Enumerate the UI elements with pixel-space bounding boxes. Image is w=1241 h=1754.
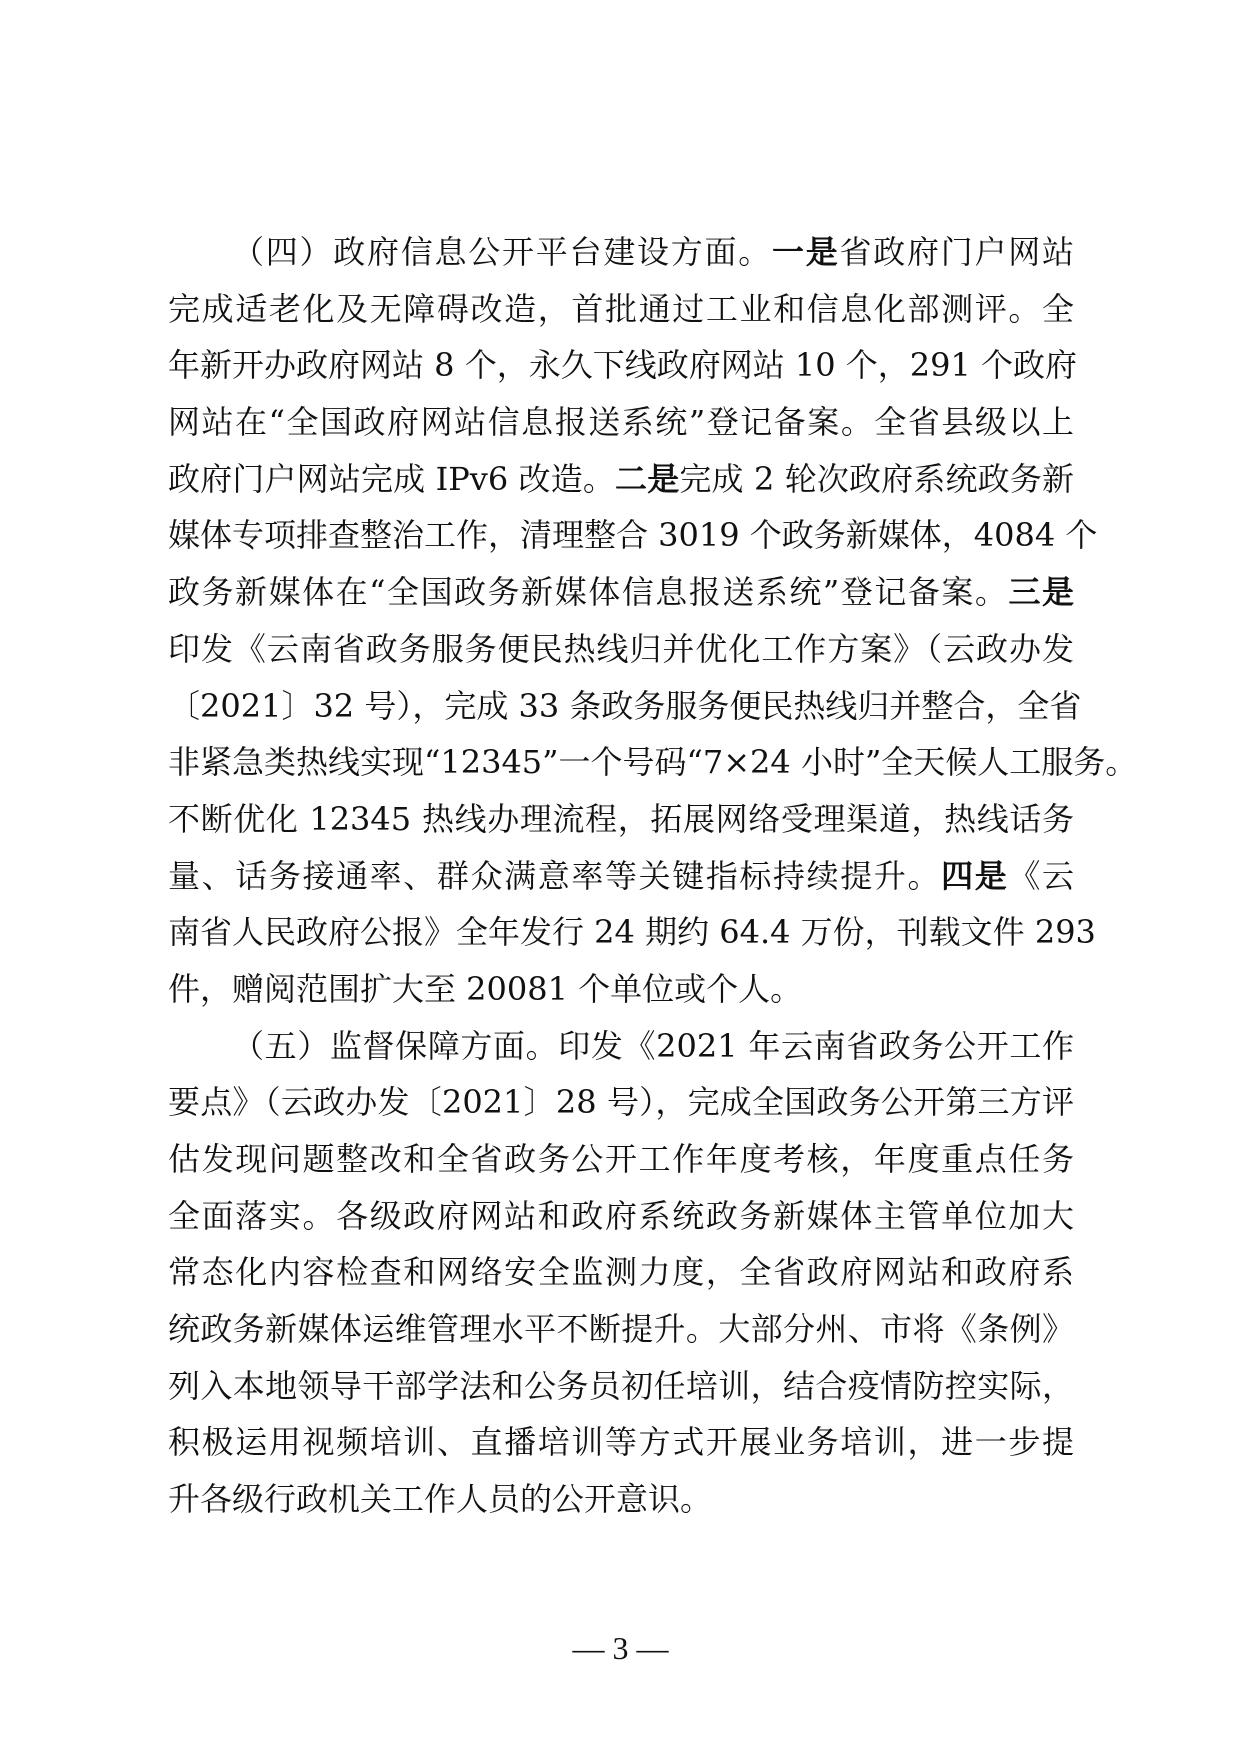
text-line	[168, 734, 1138, 791]
text-run: 完成 2 轮次政府系统政务新	[679, 459, 1074, 498]
text-line	[168, 451, 1074, 508]
page-number: — 3 —	[572, 1630, 669, 1666]
text-run: 完成适老化及无障碍改造，首批通过工业和信息化部测评。全	[168, 289, 1074, 328]
text-run: 积极运用视频培训、直播培训等方式开展业务培训，进一步提	[168, 1423, 1074, 1462]
text-run: 南省人民政府公报》全年发行 24 期约 64.4 万份，刊载文件 293	[168, 913, 1096, 952]
paragraph	[168, 224, 1138, 1018]
bold-keyword: 一是	[771, 233, 840, 271]
text-run: 印发《云南省政务服务便民热线归并优化工作方案》（云政办发	[168, 629, 1074, 668]
text-line	[168, 904, 1096, 961]
text-line	[168, 1188, 1074, 1245]
text-line	[168, 1131, 1074, 1188]
bold-keyword: 三是	[1008, 573, 1074, 612]
text-run: 统政务新媒体运维管理水平不断提升。大部分州、市将《条例》	[168, 1310, 1074, 1349]
text-line	[168, 1471, 1074, 1528]
text-run: 量、话务接通率、群众满意率等关键指标持续提升。	[168, 856, 942, 895]
text-line	[168, 678, 1082, 735]
text-line	[168, 224, 1074, 281]
document-body	[168, 224, 1138, 1528]
text-run: 升各级行政机关工作人员的公开意识。	[168, 1480, 713, 1519]
text-run: 列入本地领导干部学法和公务员初任培训，结合疫情防控实际，	[168, 1366, 1074, 1405]
paragraph	[168, 1018, 1074, 1528]
text-line	[168, 1018, 1074, 1075]
text-line	[168, 564, 1074, 621]
text-line	[168, 1301, 1074, 1358]
text-run: 媒体专项排查整治工作，清理整合 3019 个政务新媒体，4084 个	[168, 516, 1098, 555]
text-run: 网站在“全国政府网站信息报送系统”登记备案。全省县级以上	[168, 403, 1074, 442]
text-run: （四）政府信息公开平台建设方面。	[232, 233, 772, 271]
text-run: 政府门户网站完成 IPv6 改造。	[168, 459, 616, 498]
text-run: 估发现问题整改和全省政务公开工作年度考核，年度重点任务	[168, 1140, 1074, 1178]
text-line	[168, 848, 1074, 905]
text-line	[168, 1244, 1074, 1301]
text-run: 常态化内容检查和网络安全监测力度，全省政府网站和政府系	[168, 1253, 1074, 1292]
text-run: 《云	[1008, 856, 1074, 895]
text-line	[168, 1074, 1074, 1131]
text-run: （五）监督保障方面。印发《2021 年云南省政务公开工作	[232, 1026, 1074, 1065]
text-run: 非紧急类热线实现“12345”一个号码“7×24 小时”全天候人工服务。	[168, 743, 1138, 782]
text-run: 件，赠阅范围扩大至 20081 个单位或个人。	[168, 969, 803, 1008]
bold-keyword: 四是	[941, 856, 1009, 895]
text-run: 年新开办政府网站 8 个，永久下线政府网站 10 个，291 个政府	[168, 346, 1078, 385]
text-line	[168, 394, 1074, 451]
text-line	[168, 1358, 1074, 1415]
text-run: 政务新媒体在“全国政务新媒体信息报送系统”登记备案。	[168, 573, 1009, 612]
text-line	[168, 1414, 1074, 1471]
text-run: 要点》（云政办发〔2021〕28 号），完成全国政务公开第三方评	[168, 1083, 1074, 1122]
text-line	[168, 791, 1074, 848]
text-run: 全面落实。各级政府网站和政府系统政务新媒体主管单位加大	[168, 1196, 1074, 1235]
text-run: 省政府门户网站	[839, 233, 1074, 271]
text-line	[168, 507, 1098, 564]
text-line	[168, 961, 1074, 1018]
text-run: 〔2021〕32 号），完成 33 条政务服务便民热线归并整合，全省	[168, 686, 1082, 725]
text-line	[168, 337, 1078, 394]
text-line	[168, 281, 1074, 338]
text-run: 不断优化 12345 热线办理流程，拓展网络受理渠道，热线话务	[168, 799, 1074, 838]
bold-keyword: 二是	[615, 459, 680, 498]
text-line	[168, 621, 1074, 678]
